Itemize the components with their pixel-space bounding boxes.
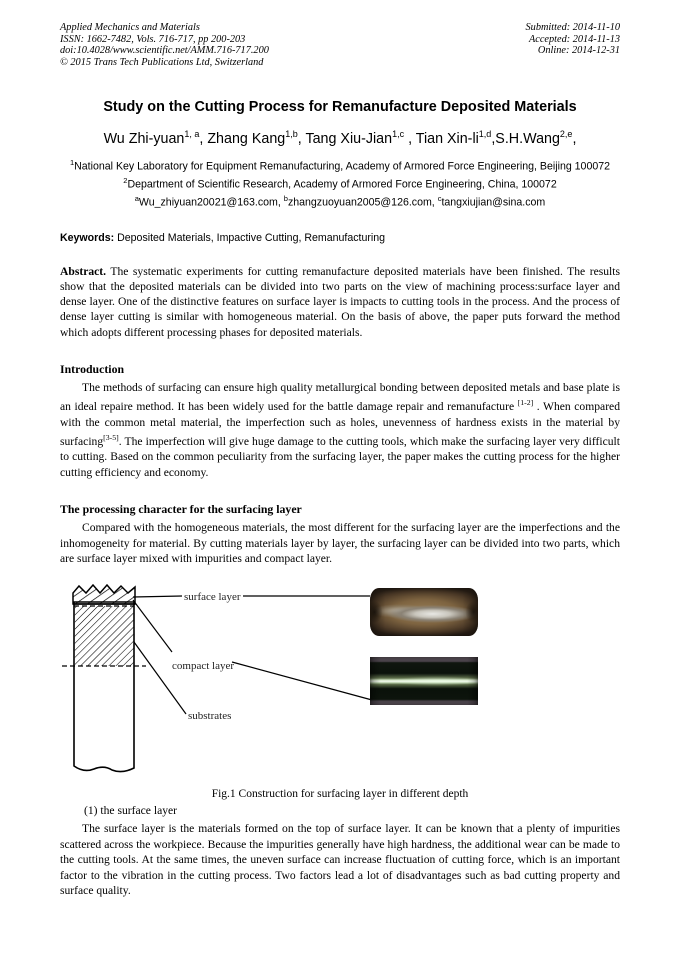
affiliation-marker: 2 bbox=[123, 175, 128, 185]
cross-section-micrograph-photo bbox=[370, 657, 478, 705]
email-marker: b bbox=[283, 193, 288, 203]
leader-line-to-bottom-photo bbox=[232, 662, 372, 700]
email-address[interactable]: tangxiujian@sina.com bbox=[441, 196, 546, 209]
paragraph-text: . The imperfection will give huge damage to the cutting tools, which make the surfacing layer very difficult to cutting. Based on the common peculiarity from the surfacing layer, the paper makes the cutting process for the higher cutting efficiency and economy. bbox=[60, 435, 620, 479]
leader-line-surface-layer bbox=[133, 596, 182, 597]
compact-layer-hatch bbox=[75, 606, 134, 666]
figure-label-surface-layer: surface layer bbox=[184, 591, 241, 604]
figure-caption: Fig.1 Construction for surfacing layer in different depth bbox=[211, 788, 469, 801]
surface-layer-band bbox=[73, 585, 135, 604]
affiliation-text: Department of Scientific Research, Academy of Armored Force Engineering, China, 100072 bbox=[127, 178, 557, 191]
section-heading-introduction: Introduction bbox=[60, 362, 125, 377]
author-name: Tian Xin-li bbox=[415, 130, 479, 147]
author-separator: , bbox=[491, 130, 496, 147]
paragraph-text: . When compared with the common metal material, the imperfection such as holes, unevenness of hardness exists in the material by surfacing bbox=[60, 400, 620, 448]
affiliation-1 bbox=[60, 156, 620, 174]
author-separator: , bbox=[404, 130, 416, 147]
affiliation-marker: 1 bbox=[69, 157, 75, 167]
author-name: Tang Xiu-Jian bbox=[305, 130, 393, 147]
author-item bbox=[305, 131, 415, 147]
email-line bbox=[60, 192, 620, 210]
journal-name: Applied Mechanics and Materials bbox=[60, 22, 200, 33]
processing-character-paragraph: Compared with the homogeneous materials, the most different for the surfacing layer are the imperfections and the inhomogeneity for material. By cutting materials layer by layer, the surfacing layer can be divided into two parts, which are surface layer mixed with impurities and compact layer. bbox=[60, 521, 620, 566]
journal-issn-volume: ISSN: 1662-7482, Vols. 716-717, pp 200-203 bbox=[60, 33, 246, 45]
abstract-text: The systematic experiments for cutting remanufacture deposited materials have been finished. The results show that the deposited materials can be divided into two parts on the view of machining process:surface layer and dense layer. One of the distinctive features on surface layer is impacts to cutting tools in the process. And the process of dense layer cutting is similar with homogeneous material. On the basis of above, the paper puts forward the method which adopts different processing phases for deposited materials. bbox=[60, 264, 620, 339]
section-heading-processing-character: The processing character for the surfacing layer bbox=[60, 502, 302, 517]
author-item bbox=[104, 131, 208, 147]
author-affiliation-marker: 1,d bbox=[478, 129, 492, 139]
journal-header-left bbox=[60, 22, 269, 69]
figure-label-compact-layer: compact layer bbox=[172, 660, 234, 673]
author-item bbox=[207, 131, 305, 147]
keywords-label: Keywords: bbox=[60, 231, 115, 244]
page-content bbox=[60, 22, 620, 898]
journal-copyright: © 2015 Trans Tech Publications Ltd, Switzerland bbox=[60, 57, 264, 69]
surfacing-layer-schematic bbox=[60, 580, 620, 785]
email-marker: a bbox=[134, 193, 139, 203]
author-affiliation-marker: 1,c bbox=[392, 129, 405, 139]
affiliation-2 bbox=[60, 174, 620, 192]
submitted-date: Submitted: 2014-11-10 bbox=[525, 22, 620, 33]
author-separator: , bbox=[572, 130, 577, 147]
affiliation-block bbox=[60, 156, 620, 210]
citation-ref[interactable]: [3-5] bbox=[103, 433, 119, 443]
author-name: Wu Zhi-yuan bbox=[103, 130, 185, 147]
author-item bbox=[495, 131, 576, 147]
author-separator: , bbox=[297, 130, 306, 147]
accepted-date: Accepted: 2014-11-13 bbox=[528, 33, 620, 45]
author-separator: , bbox=[199, 130, 208, 147]
affiliation-text: National Key Laboratory for Equipment Remanufacturing, Academy of Armored Force Engineering, Beijing 100072 bbox=[74, 160, 611, 173]
citation-ref[interactable]: [1-2] bbox=[517, 398, 534, 408]
email-address[interactable]: Wu_zhiyuan20021@163.com, bbox=[138, 196, 284, 209]
abstract-paragraph bbox=[60, 264, 620, 340]
email-address[interactable]: zhangzuoyuan2005@126.com, bbox=[287, 196, 438, 209]
abstract-label: Abstract. bbox=[60, 264, 107, 278]
leader-line-substrates bbox=[134, 642, 186, 714]
page-title: Study on the Cutting Process for Remanufacture Deposited Materials bbox=[103, 99, 577, 115]
author-item bbox=[416, 131, 496, 147]
subsection-item-label: (1) the surface layer bbox=[84, 804, 178, 818]
author-list bbox=[60, 124, 620, 149]
author-affiliation-marker: 2,e bbox=[559, 129, 573, 139]
journal-header-right bbox=[526, 22, 620, 57]
email-marker: c bbox=[437, 193, 442, 203]
author-name: S.H.Wang bbox=[495, 130, 560, 147]
introduction-paragraph bbox=[60, 380, 620, 480]
figure-label-substrates: substrates bbox=[188, 710, 232, 723]
subsection-paragraph: The surface layer is the materials formed on the top of surface layer. It can be known that a plenty of impurities scattered across the workpiece. Because the impurities generally have high hardness, the additional wear can be made to the cutting tools. At the same times, the uneven surface can increase fluctuation of cutting force, which is an important factor to the vibration in the cutting process. Two factors lead a lot of disadvantages such as bad cutting property and surface quality. bbox=[60, 822, 620, 898]
paragraph-text: The methods of surfacing can ensure high quality metallurgical bonding between deposited metals and base plate is an ideal repaire method. It has been widely used for the battle damage repair and remanufacture bbox=[60, 381, 620, 414]
weld-bead-specimen-photo bbox=[370, 588, 478, 636]
author-affiliation-marker: 1, a bbox=[184, 129, 200, 139]
keywords-line bbox=[60, 231, 620, 245]
author-affiliation-marker: 1,b bbox=[285, 129, 298, 139]
figure-1 bbox=[60, 580, 620, 785]
leader-line-surface-to-diagram bbox=[133, 600, 172, 652]
keywords-value: Deposited Materials, Impactive Cutting, Remanufacturing bbox=[114, 231, 386, 244]
online-date: Online: 2014-12-31 bbox=[537, 45, 620, 57]
author-name: Zhang Kang bbox=[207, 130, 286, 147]
journal-header bbox=[60, 22, 620, 80]
journal-doi: doi:10.4028/www.scientific.net/AMM.716-717.200 bbox=[60, 45, 269, 57]
